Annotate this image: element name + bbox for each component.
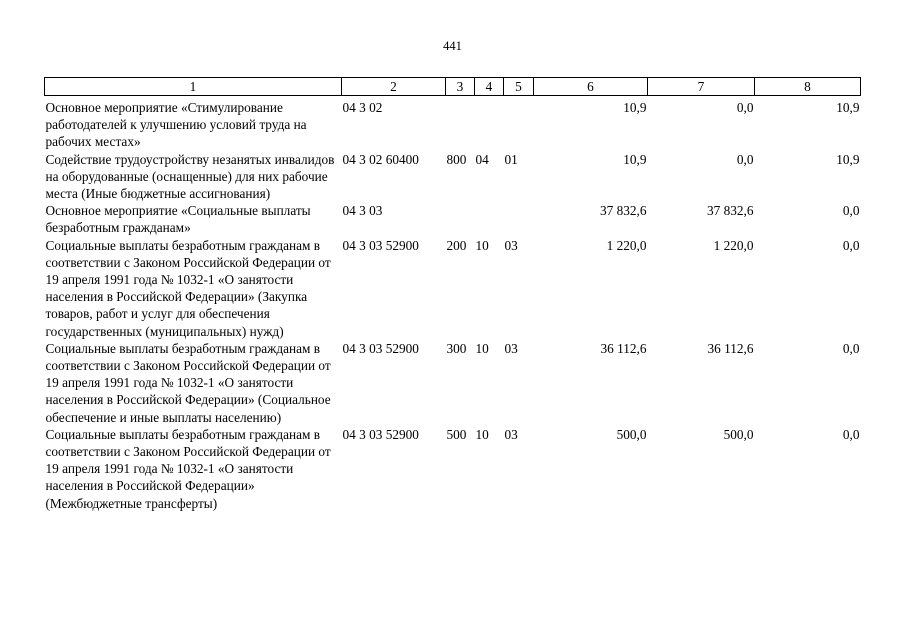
row-code: 04 3 03 (342, 203, 383, 219)
row-value-6: 1 220,0 (606, 237, 647, 253)
column-header: 6 (534, 78, 648, 96)
row-value-6: 10,9 (623, 100, 647, 115)
table-row (45, 426, 861, 512)
row-value-6: 10,9 (623, 151, 647, 167)
table-row (45, 202, 861, 236)
row-name: Социальные выплаты безработным гражданам в соответствии с Законом Российской Федерации от 19 апреля 1991 года № 1032-1 «О занятости населения в Российской Федерации» (Закупка товаров, работ и услуг для обеспечения государственных (муниципальных) нужд) (45, 237, 331, 339)
row-value-8: 0,0 (842, 203, 860, 219)
row-value-7: 500,0 (723, 426, 754, 442)
row-col4: 04 (475, 151, 489, 167)
row-col3: 800 (446, 151, 467, 167)
row-col5: 03 (504, 340, 518, 356)
row-name: Социальные выплаты безработным гражданам в соответствии с Законом Российской Федерации от 19 апреля 1991 года № 1032-1 «О занятости населения в Российской Федерации» (Социальное обеспечение и иные выплаты населению) (45, 340, 331, 425)
row-value-7: 36 112,6 (707, 340, 754, 356)
column-header: 5 (504, 78, 534, 96)
column-header: 4 (475, 78, 504, 96)
row-col3: 200 (446, 237, 467, 253)
row-code: 04 3 03 52900 (342, 340, 419, 356)
row-col3 (446, 202, 475, 236)
row-name: Содействие трудоустройству незанятых инвалидов на оборудованные (оснащенные) для них рабочие места (Иные бюджетные ассигнования) (45, 151, 335, 202)
row-value-8: 0,0 (842, 340, 860, 356)
column-header: 1 (45, 78, 342, 96)
row-name: Основное мероприятие «Стимулирование работодателей к улучшению условий труда на рабочих местах» (45, 100, 307, 150)
table-row (45, 96, 861, 151)
row-value-7: 0,0 (736, 100, 754, 115)
row-name: Социальные выплаты безработным гражданам в соответствии с Законом Российской Федерации от 19 апреля 1991 года № 1032-1 «О занятости населения в Российской Федерации» (Межбюджетные трансферты) (45, 426, 331, 511)
budget-table (44, 77, 861, 512)
header-row (45, 78, 861, 96)
row-col3: 300 (446, 340, 467, 356)
row-code: 04 3 02 60400 (342, 151, 419, 167)
row-col4 (475, 202, 504, 236)
table-row (45, 340, 861, 426)
row-col3 (446, 96, 475, 151)
row-col5 (504, 202, 534, 236)
row-value-7: 0,0 (736, 151, 754, 167)
row-col5: 03 (504, 237, 518, 253)
row-value-8: 0,0 (842, 426, 860, 442)
row-value-8: 0,0 (842, 237, 860, 253)
column-header: 2 (342, 78, 446, 96)
row-code: 04 3 03 52900 (342, 426, 419, 442)
column-header: 3 (446, 78, 475, 96)
table-row (45, 151, 861, 203)
row-col4: 10 (475, 237, 489, 253)
row-col5 (504, 96, 534, 151)
row-col5: 03 (504, 426, 518, 442)
column-header: 8 (755, 78, 861, 96)
row-code: 04 3 02 (342, 100, 383, 115)
column-header: 7 (648, 78, 755, 96)
row-col4: 10 (475, 340, 489, 356)
row-col4 (475, 96, 504, 151)
row-value-6: 37 832,6 (599, 203, 647, 219)
row-col5: 01 (504, 151, 518, 167)
row-value-8: 10,9 (836, 100, 860, 115)
page-number: 441 (443, 39, 462, 53)
table-row (45, 237, 861, 340)
row-col4: 10 (475, 426, 489, 442)
row-value-8: 10,9 (836, 151, 860, 167)
row-value-6: 500,0 (616, 426, 647, 442)
row-value-6: 36 112,6 (600, 340, 647, 356)
row-code: 04 3 03 52900 (342, 237, 419, 253)
row-name: Основное мероприятие «Социальные выплаты безработным гражданам» (45, 203, 311, 236)
row-value-7: 37 832,6 (706, 203, 754, 219)
row-value-7: 1 220,0 (713, 237, 754, 253)
row-col3: 500 (446, 426, 467, 442)
